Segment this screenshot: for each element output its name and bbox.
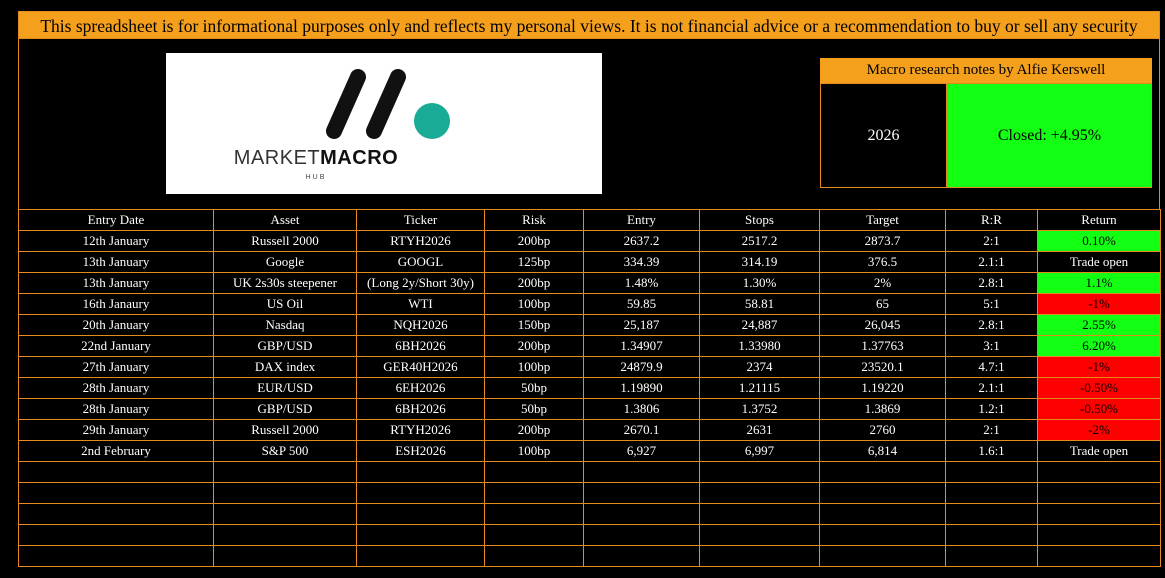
- logo-wordmark: MARKETMACRO: [233, 147, 399, 169]
- table-row: [19, 315, 1161, 336]
- table-row: [19, 252, 1161, 273]
- cell-rr[interactable]: 5:1: [946, 294, 1038, 315]
- empty-cell[interactable]: [1038, 525, 1161, 546]
- cell-entry[interactable]: 6,927: [584, 441, 700, 462]
- cell-risk[interactable]: 125bp: [485, 252, 584, 273]
- table-row: [19, 294, 1161, 315]
- empty-cell[interactable]: [1038, 504, 1161, 525]
- table-row: [19, 378, 1161, 399]
- cell-ticker[interactable]: GOOGL: [357, 252, 485, 273]
- cell-entry[interactable]: 1.3806: [584, 399, 700, 420]
- empty-cell[interactable]: [19, 462, 214, 483]
- cell-stops[interactable]: 1.3752: [700, 399, 820, 420]
- cell-asset[interactable]: Russell 2000: [214, 231, 357, 252]
- cell-date[interactable]: 28th January: [19, 399, 214, 420]
- column-header-entry-date[interactable]: Entry Date: [19, 210, 214, 231]
- cell-asset[interactable]: GBP/USD: [214, 336, 357, 357]
- cell-stops[interactable]: 58.81: [700, 294, 820, 315]
- trades-table: [18, 209, 1161, 567]
- cell-entry[interactable]: 24879.9: [584, 357, 700, 378]
- column-header-stops[interactable]: Stops: [700, 210, 820, 231]
- notes-title: Macro research notes by Alfie Kerswell: [820, 58, 1152, 83]
- empty-cell[interactable]: [584, 483, 700, 504]
- empty-cell[interactable]: [584, 546, 700, 567]
- cell-asset[interactable]: Russell 2000: [214, 420, 357, 441]
- cell-stops[interactable]: 6,997: [700, 441, 820, 462]
- cell-target[interactable]: 2%: [820, 273, 946, 294]
- disclaimer-banner: This spreadsheet is for informational purposes only and reflects my personal views. It is not financial advice or a recommendation to buy or sell any security: [18, 11, 1160, 39]
- cell-rr[interactable]: 2:1: [946, 420, 1038, 441]
- cell-stops[interactable]: 1.33980: [700, 336, 820, 357]
- cell-target[interactable]: 26,045: [820, 315, 946, 336]
- cell-ret[interactable]: -1%: [1038, 294, 1161, 315]
- empty-row: [19, 504, 1161, 525]
- empty-cell[interactable]: [214, 462, 357, 483]
- empty-cell[interactable]: [357, 462, 485, 483]
- cell-target[interactable]: 1.37763: [820, 336, 946, 357]
- cell-ret[interactable]: 0.10%: [1038, 231, 1161, 252]
- empty-cell[interactable]: [19, 504, 214, 525]
- empty-cell[interactable]: [214, 483, 357, 504]
- empty-cell[interactable]: [946, 483, 1038, 504]
- column-header-return[interactable]: Return: [1038, 210, 1161, 231]
- cell-ret[interactable]: 2.55%: [1038, 315, 1161, 336]
- cell-date[interactable]: 16th Janaury: [19, 294, 214, 315]
- table-row: [19, 231, 1161, 252]
- empty-cell[interactable]: [1038, 483, 1161, 504]
- cell-risk[interactable]: 200bp: [485, 420, 584, 441]
- cell-stops[interactable]: 2517.2: [700, 231, 820, 252]
- cell-date[interactable]: 22nd January: [19, 336, 214, 357]
- column-header-risk[interactable]: Risk: [485, 210, 584, 231]
- market-macro-logo: [166, 53, 602, 194]
- cell-ticker[interactable]: GER40H2026: [357, 357, 485, 378]
- cell-risk[interactable]: 200bp: [485, 231, 584, 252]
- cell-asset[interactable]: Google: [214, 252, 357, 273]
- cell-date[interactable]: 20th January: [19, 315, 214, 336]
- column-header-entry[interactable]: Entry: [584, 210, 700, 231]
- empty-row: [19, 525, 1161, 546]
- cell-target[interactable]: 2760: [820, 420, 946, 441]
- cell-ret[interactable]: -0.50%: [1038, 399, 1161, 420]
- empty-cell[interactable]: [19, 546, 214, 567]
- cell-target[interactable]: 65: [820, 294, 946, 315]
- cell-risk[interactable]: 50bp: [485, 378, 584, 399]
- cell-entry[interactable]: 1.19890: [584, 378, 700, 399]
- cell-rr[interactable]: 2.1:1: [946, 378, 1038, 399]
- cell-ticker[interactable]: 6BH2026: [357, 336, 485, 357]
- empty-row: [19, 546, 1161, 567]
- empty-cell[interactable]: [485, 525, 584, 546]
- column-header-target[interactable]: Target: [820, 210, 946, 231]
- cell-ret[interactable]: 6.20%: [1038, 336, 1161, 357]
- cell-rr[interactable]: 3:1: [946, 336, 1038, 357]
- cell-ret[interactable]: Trade open: [1038, 252, 1161, 273]
- empty-cell[interactable]: [485, 483, 584, 504]
- cell-risk[interactable]: 100bp: [485, 294, 584, 315]
- empty-cell[interactable]: [214, 504, 357, 525]
- cell-ticker[interactable]: NQH2026: [357, 315, 485, 336]
- column-header-asset[interactable]: Asset: [214, 210, 357, 231]
- cell-stops[interactable]: 24,887: [700, 315, 820, 336]
- cell-ticker[interactable]: RTYH2026: [357, 231, 485, 252]
- cell-date[interactable]: 2nd February: [19, 441, 214, 462]
- table-row: [19, 441, 1161, 462]
- empty-cell[interactable]: [700, 504, 820, 525]
- cell-entry[interactable]: 59.85: [584, 294, 700, 315]
- cell-asset[interactable]: US Oil: [214, 294, 357, 315]
- closed-return-cell[interactable]: Closed: +4.95%: [947, 83, 1152, 188]
- cell-risk[interactable]: 200bp: [485, 336, 584, 357]
- cell-risk[interactable]: 150bp: [485, 315, 584, 336]
- cell-target[interactable]: 1.19220: [820, 378, 946, 399]
- column-header-rr[interactable]: R:R: [946, 210, 1038, 231]
- cell-ret[interactable]: 1.1%: [1038, 273, 1161, 294]
- cell-ticker[interactable]: ESH2026: [357, 441, 485, 462]
- empty-cell[interactable]: [357, 525, 485, 546]
- empty-cell[interactable]: [946, 504, 1038, 525]
- cell-asset[interactable]: UK 2s30s steepener: [214, 273, 357, 294]
- table-row: [19, 273, 1161, 294]
- cell-stops[interactable]: 1.21115: [700, 378, 820, 399]
- cell-entry[interactable]: 1.34907: [584, 336, 700, 357]
- cell-date[interactable]: 29th January: [19, 420, 214, 441]
- cell-ticker[interactable]: 6EH2026: [357, 378, 485, 399]
- table-header-row: [19, 210, 1161, 231]
- cell-asset[interactable]: DAX index: [214, 357, 357, 378]
- table-row: [19, 399, 1161, 420]
- empty-cell[interactable]: [700, 546, 820, 567]
- cell-target[interactable]: 376.5: [820, 252, 946, 273]
- cell-target[interactable]: 1.3869: [820, 399, 946, 420]
- cell-rr[interactable]: 1.2:1: [946, 399, 1038, 420]
- cell-asset[interactable]: EUR/USD: [214, 378, 357, 399]
- cell-entry[interactable]: 2637.2: [584, 231, 700, 252]
- empty-cell[interactable]: [700, 483, 820, 504]
- cell-entry[interactable]: 1.48%: [584, 273, 700, 294]
- empty-cell[interactable]: [357, 483, 485, 504]
- empty-cell[interactable]: [357, 546, 485, 567]
- empty-cell[interactable]: [584, 504, 700, 525]
- logo-subtitle: HUB: [305, 174, 327, 181]
- cell-date[interactable]: 13th January: [19, 252, 214, 273]
- cell-date[interactable]: 13th January: [19, 273, 214, 294]
- cell-rr[interactable]: 2.8:1: [946, 315, 1038, 336]
- cell-ticker[interactable]: 6BH2026: [357, 399, 485, 420]
- empty-cell[interactable]: [820, 483, 946, 504]
- empty-cell[interactable]: [584, 462, 700, 483]
- cell-asset[interactable]: Nasdaq: [214, 315, 357, 336]
- cell-ret[interactable]: -2%: [1038, 420, 1161, 441]
- table-row: [19, 420, 1161, 441]
- empty-cell[interactable]: [485, 546, 584, 567]
- empty-row: [19, 462, 1161, 483]
- cell-entry[interactable]: 25,187: [584, 315, 700, 336]
- empty-cell[interactable]: [1038, 546, 1161, 567]
- cell-date[interactable]: 27th January: [19, 357, 214, 378]
- cell-risk[interactable]: 50bp: [485, 399, 584, 420]
- cell-target[interactable]: 23520.1: [820, 357, 946, 378]
- empty-cell[interactable]: [700, 525, 820, 546]
- empty-cell[interactable]: [820, 546, 946, 567]
- empty-cell[interactable]: [946, 546, 1038, 567]
- cell-rr[interactable]: 2.8:1: [946, 273, 1038, 294]
- table-row: [19, 336, 1161, 357]
- cell-ret[interactable]: -0.50%: [1038, 378, 1161, 399]
- empty-cell[interactable]: [584, 525, 700, 546]
- empty-cell[interactable]: [357, 504, 485, 525]
- cell-stops[interactable]: 2631: [700, 420, 820, 441]
- empty-cell[interactable]: [214, 525, 357, 546]
- empty-cell[interactable]: [820, 525, 946, 546]
- cell-stops[interactable]: 2374: [700, 357, 820, 378]
- empty-cell[interactable]: [946, 525, 1038, 546]
- cell-asset[interactable]: GBP/USD: [214, 399, 357, 420]
- cell-ticker[interactable]: WTI: [357, 294, 485, 315]
- empty-cell[interactable]: [820, 504, 946, 525]
- cell-ticker[interactable]: RTYH2026: [357, 420, 485, 441]
- cell-risk[interactable]: 100bp: [485, 441, 584, 462]
- cell-ticker[interactable]: (Long 2y/Short 30y): [357, 273, 485, 294]
- year-cell[interactable]: 2026: [820, 83, 947, 188]
- cell-entry[interactable]: 334.39: [584, 252, 700, 273]
- cell-rr[interactable]: 4.7:1: [946, 357, 1038, 378]
- empty-cell[interactable]: [19, 525, 214, 546]
- logo-mark-icon: [166, 53, 466, 194]
- cell-rr[interactable]: 1.6:1: [946, 441, 1038, 462]
- cell-ret[interactable]: Trade open: [1038, 441, 1161, 462]
- cell-stops[interactable]: 314.19: [700, 252, 820, 273]
- cell-stops[interactable]: 1.30%: [700, 273, 820, 294]
- empty-cell[interactable]: [946, 462, 1038, 483]
- empty-cell[interactable]: [700, 462, 820, 483]
- cell-ret[interactable]: -1%: [1038, 357, 1161, 378]
- cell-risk[interactable]: 200bp: [485, 273, 584, 294]
- empty-cell[interactable]: [485, 462, 584, 483]
- table-row: [19, 357, 1161, 378]
- cell-rr[interactable]: 2.1:1: [946, 252, 1038, 273]
- cell-target[interactable]: 6,814: [820, 441, 946, 462]
- column-header-ticker[interactable]: Ticker: [357, 210, 485, 231]
- cell-entry[interactable]: 2670.1: [584, 420, 700, 441]
- cell-rr[interactable]: 2:1: [946, 231, 1038, 252]
- empty-cell[interactable]: [485, 504, 584, 525]
- cell-date[interactable]: 28th January: [19, 378, 214, 399]
- cell-risk[interactable]: 100bp: [485, 357, 584, 378]
- empty-cell[interactable]: [820, 462, 946, 483]
- empty-row: [19, 483, 1161, 504]
- cell-target[interactable]: 2873.7: [820, 231, 946, 252]
- empty-cell[interactable]: [1038, 462, 1161, 483]
- empty-cell[interactable]: [214, 546, 357, 567]
- empty-cell[interactable]: [19, 483, 214, 504]
- cell-asset[interactable]: S&P 500: [214, 441, 357, 462]
- cell-date[interactable]: 12th January: [19, 231, 214, 252]
